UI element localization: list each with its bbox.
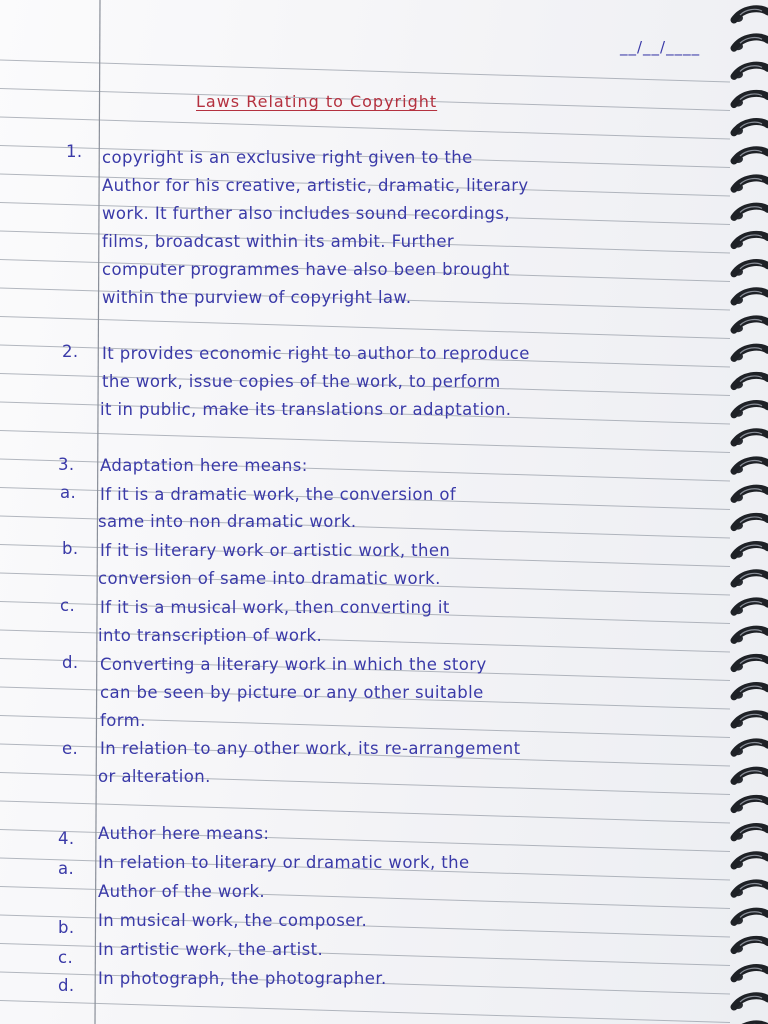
spiral-ring (734, 488, 768, 499)
text-line: conversion of same into dramatic work. (98, 569, 441, 588)
item-letter: a. (60, 483, 77, 502)
text-line: In relation to any other work, its re-arrangement (100, 739, 521, 758)
section-heading: Author here means: (98, 824, 270, 843)
point-number: 3. (58, 455, 75, 474)
spiral-ring (734, 375, 768, 386)
spiral-ring (734, 206, 768, 217)
spiral-ring (734, 855, 768, 866)
text-line: can be seen by picture or any other suitable (100, 683, 484, 702)
spiral-binding (720, 0, 768, 1024)
item-letter: c. (58, 948, 74, 967)
spiral-ring (734, 714, 768, 725)
item-letter: e. (62, 739, 79, 758)
spiral-ring (734, 234, 768, 245)
item-letter: b. (62, 539, 79, 558)
spiral-ring (734, 432, 768, 443)
text-line: In artistic work, the artist. (98, 940, 324, 959)
text-line: In musical work, the composer. (98, 911, 368, 930)
spiral-ring (734, 404, 768, 415)
text-line: it in public, make its translations or adaptation. (100, 400, 512, 419)
item-letter: a. (58, 859, 75, 878)
spiral-ring (734, 601, 768, 612)
text-line: films, broadcast within its ambit. Further (102, 232, 455, 251)
spiral-ring (734, 939, 768, 950)
rule-line (0, 60, 730, 82)
spiral-ring (734, 686, 768, 697)
text-line: In relation to literary or dramatic work, the (98, 853, 470, 872)
text-line: or alteration. (98, 767, 211, 786)
point-number: 1. (66, 142, 83, 161)
text-line: copyright is an exclusive right given to the (102, 148, 473, 167)
spiral-ring (734, 657, 768, 668)
spiral-ring (734, 319, 768, 330)
text-line: Author for his creative, artistic, dramatic, literary (102, 176, 529, 195)
spiral-ring (734, 770, 768, 781)
text-line: In photograph, the photographer. (98, 969, 387, 988)
spiral-ring (734, 798, 768, 809)
spiral-ring (734, 911, 768, 922)
spiral-ring (734, 122, 768, 133)
spiral-ring (734, 347, 768, 358)
spiral-ring (734, 629, 768, 640)
spiral-ring (734, 9, 768, 20)
item-letter: c. (60, 596, 76, 615)
spiral-ring (734, 263, 768, 274)
spiral-ring (734, 968, 768, 979)
text-line: If it is literary work or artistic work, then (100, 541, 451, 560)
section-heading: Adaptation here means: (100, 456, 308, 475)
spiral-ring (734, 827, 768, 838)
text-line: work. It further also includes sound recordings, (102, 204, 510, 223)
text-line: If it is a musical work, then converting it (100, 598, 450, 617)
page-title: Laws Relating to Copyright (196, 92, 438, 111)
date-field: __/__/____ (620, 38, 701, 56)
rule-line (0, 801, 730, 823)
point-number: 2. (62, 342, 79, 361)
text-line: Author of the work. (98, 882, 266, 901)
text-line: Converting a literary work in which the story (100, 655, 487, 674)
text-line: computer programmes have also been brought (102, 260, 510, 279)
spiral-ring (734, 150, 768, 161)
text-line: the work, issue copies of the work, to perform (102, 372, 501, 391)
spiral-ring (734, 883, 768, 894)
spiral-ring (734, 460, 768, 471)
spiral-ring (734, 742, 768, 753)
spiral-ring (734, 93, 768, 104)
rule-line (0, 1001, 730, 1023)
spiral-ring (734, 37, 768, 48)
spiral-ring (734, 65, 768, 76)
spiral-ring (734, 996, 768, 1007)
spiral-ring (734, 545, 768, 556)
text-line: It provides economic right to author to reproduce (102, 344, 530, 363)
text-line: If it is a dramatic work, the conversion of (100, 485, 457, 504)
rule-line (0, 317, 730, 339)
item-letter: b. (58, 918, 75, 937)
point-number: 4. (58, 829, 75, 848)
text-line: within the purview of copyright law. (102, 288, 412, 307)
item-letter: d. (62, 653, 79, 672)
spiral-ring (734, 516, 768, 527)
spiral-ring (734, 573, 768, 584)
spiral-ring (734, 178, 768, 189)
rule-line (0, 431, 730, 453)
text-line: into transcription of work. (98, 626, 323, 645)
rule-line (0, 117, 730, 139)
spiral-ring (734, 291, 768, 302)
text-line: form. (100, 711, 146, 730)
text-line: same into non dramatic work. (98, 512, 357, 531)
item-letter: d. (58, 976, 75, 995)
